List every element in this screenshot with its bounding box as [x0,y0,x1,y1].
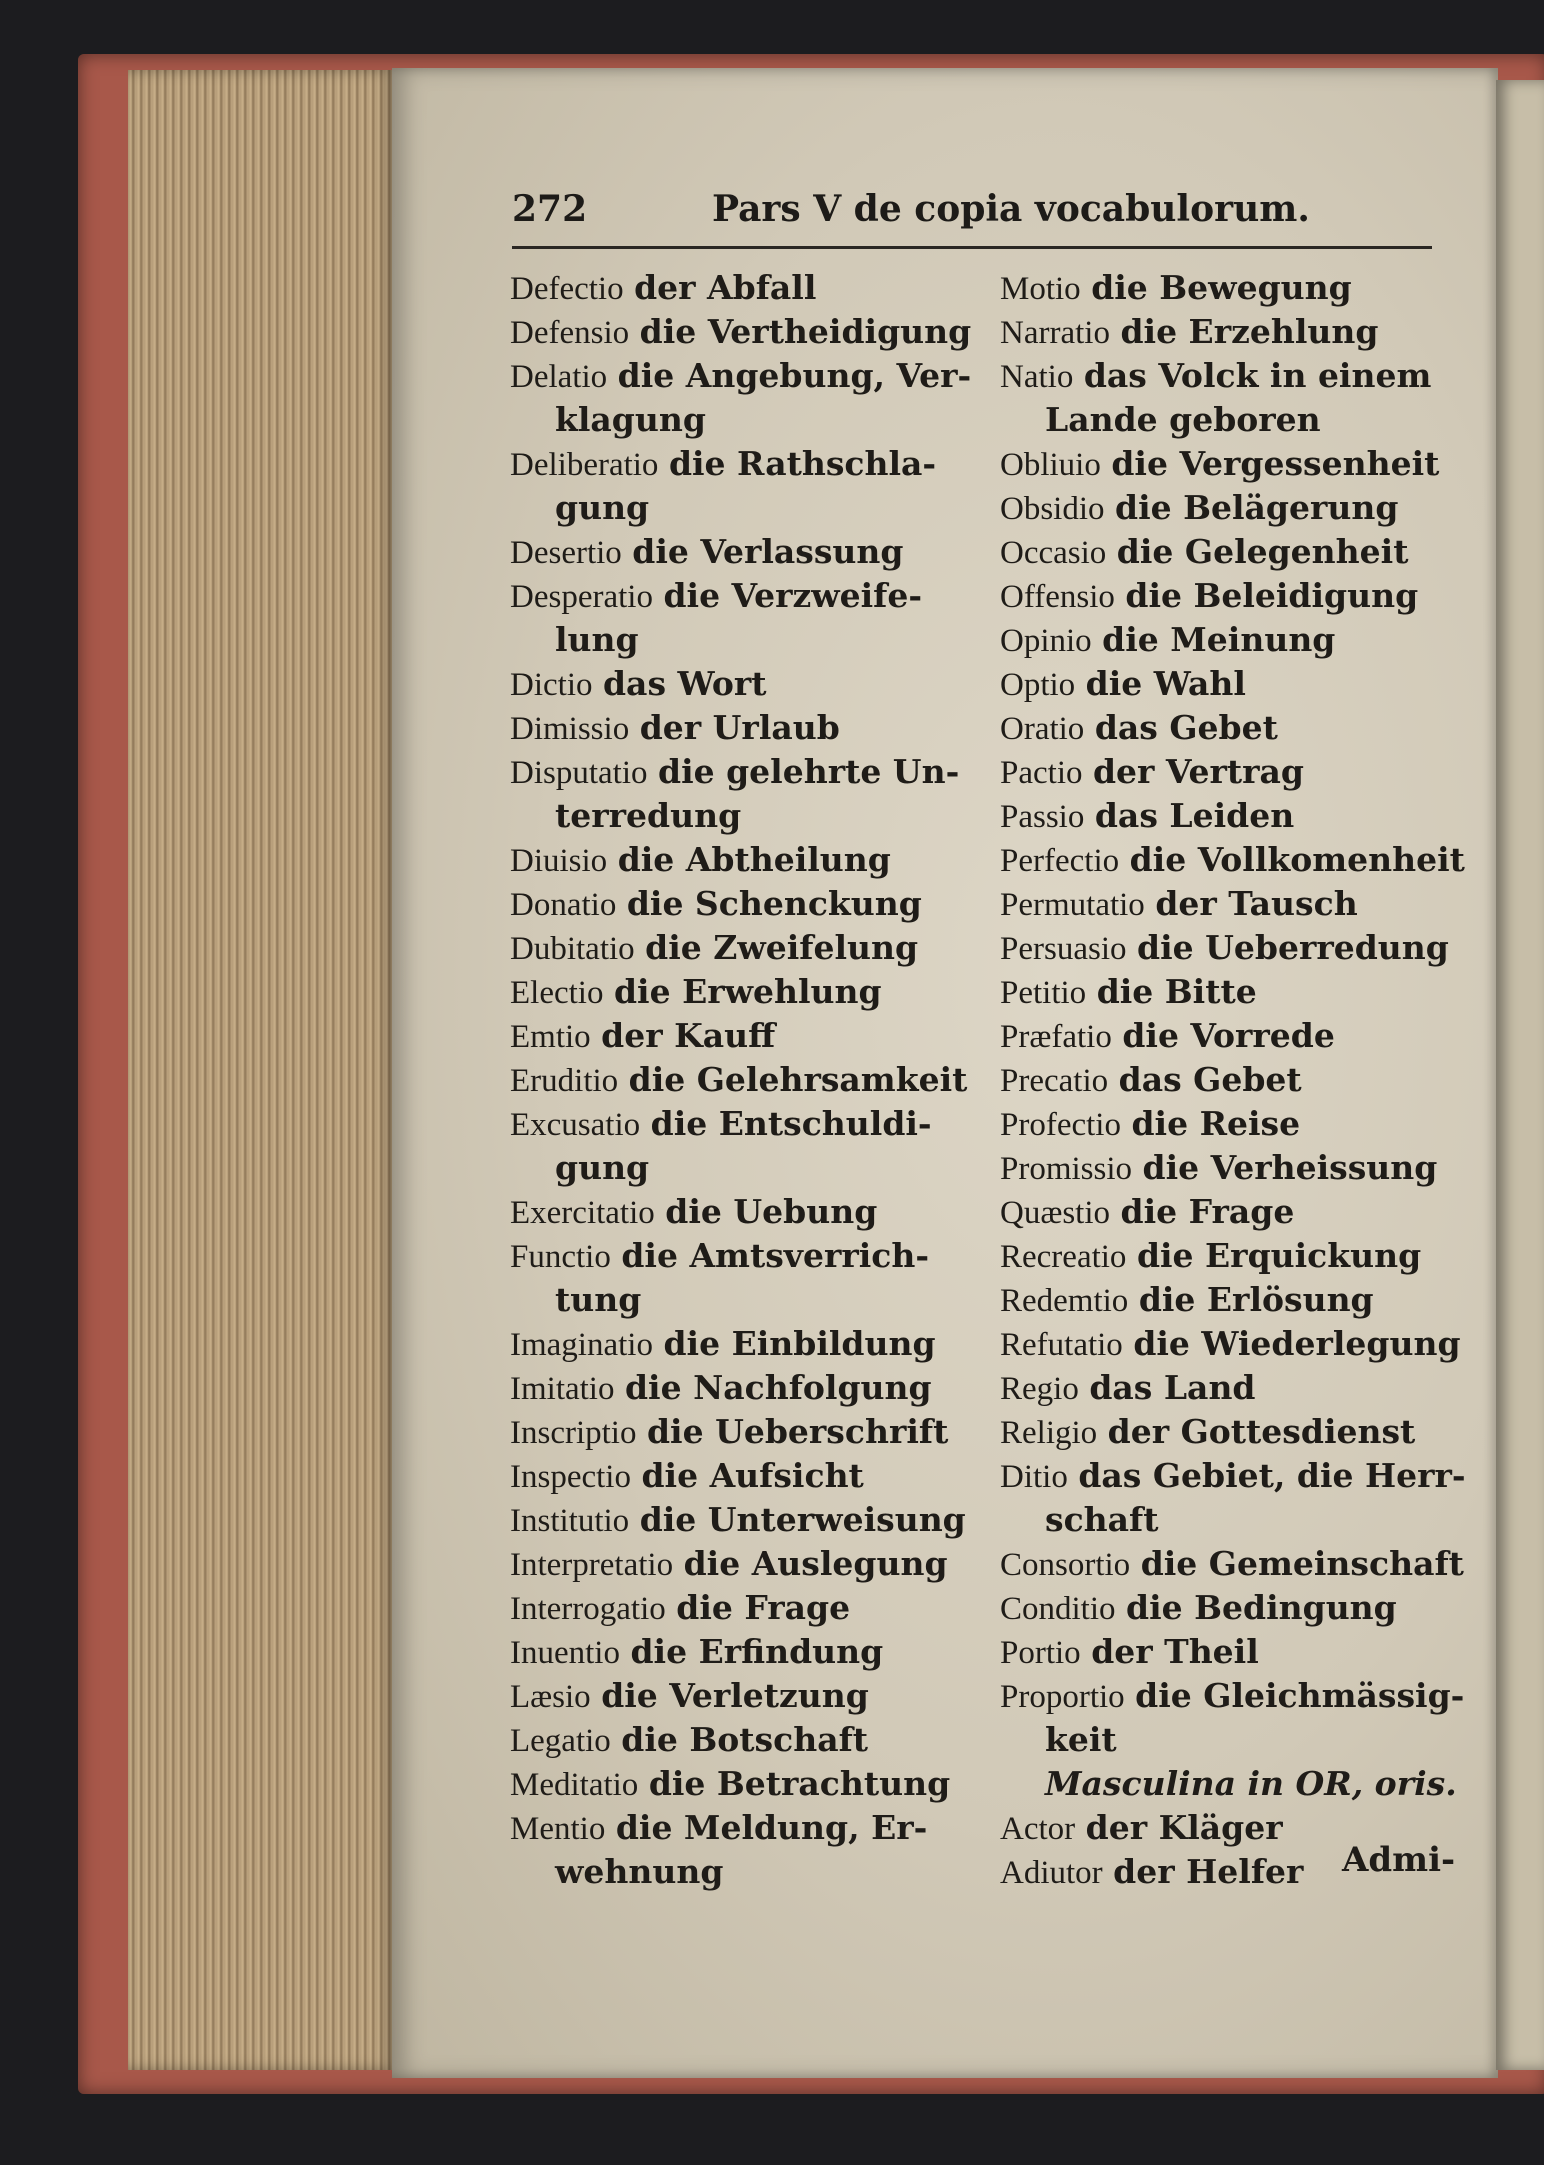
german-translation: wehnung [555,1852,724,1891]
vocabulary-entry [1000,1630,1460,1674]
vocabulary-entry-continuation [510,1850,972,1894]
german-translation: Lande geboren [1045,400,1321,439]
german-translation: der Kläger [1085,1808,1283,1847]
vocabulary-entry [1000,838,1465,882]
latin-term: Ditio [1000,1459,1068,1495]
vocabulary-entry [1000,1190,1460,1234]
german-translation: die Meinung [1102,620,1336,659]
vocabulary-entry-continuation [510,1278,972,1322]
vocabulary-entry [510,926,972,970]
german-translation: die Betrachtung [648,1764,951,1803]
section-heading: Masculina in OR, oris. [1045,1764,1457,1803]
vocabulary-entry [510,574,972,618]
latin-term: Mentio [510,1811,606,1847]
vocabulary-entry [1000,354,1460,398]
german-translation: die Zweifelung [645,928,919,967]
latin-term: Delatio [510,359,608,395]
german-translation: keit [1045,1720,1117,1759]
german-translation: das Wort [602,664,767,703]
vocabulary-entry [510,530,972,574]
vocabulary-entry [1000,266,1460,310]
vocabulary-entry [510,310,972,354]
german-translation: der Abfall [634,268,817,307]
vocabulary-entry [1000,486,1460,530]
vocabulary-entry [1000,1014,1460,1058]
vocabulary-entry [510,266,972,310]
german-translation: gung [555,1148,650,1187]
german-translation: die gelehrte Un- [658,752,960,791]
vocabulary-entry-continuation [510,1146,972,1190]
latin-term: Adiutor [1000,1855,1103,1891]
vocabulary-entry [1000,970,1460,1014]
german-translation: die Nachfolgung [624,1368,932,1407]
left-column [510,266,972,1894]
german-translation: terredung [555,796,742,835]
latin-term: Inscriptio [510,1415,637,1451]
vocabulary-entry [510,970,972,1014]
german-translation: die Vertheidigung [639,312,972,351]
latin-term: Meditatio [510,1767,639,1803]
german-translation: die Verheissung [1142,1148,1438,1187]
latin-term: Diuisio [510,843,608,879]
german-translation: die Beleidigung [1125,576,1419,615]
german-translation: klagung [555,400,706,439]
vocabulary-entry [510,1366,972,1410]
vocabulary-entry [510,1498,972,1542]
latin-term: Deliberatio [510,447,659,483]
vocabulary-entry [1000,706,1460,750]
vocabulary-entry-continuation [1000,398,1460,442]
latin-term: Opinio [1000,623,1092,659]
vocabulary-entry [510,1410,972,1454]
german-translation: die Auslegung [683,1544,948,1583]
german-translation: die Aufsicht [641,1456,864,1495]
latin-term: Obliuio [1000,447,1101,483]
vocabulary-entry [510,838,972,882]
latin-term: Dictio [510,667,593,703]
vocabulary-entry [510,1674,972,1718]
latin-term: Religio [1000,1415,1098,1451]
latin-term: Inspectio [510,1459,631,1495]
latin-term: Motio [1000,271,1081,307]
german-translation: die Gemeinschaft [1140,1544,1464,1583]
german-translation: die Angebung, Ver- [617,356,972,395]
german-translation: die Uebung [665,1192,878,1231]
latin-term: Interpretatio [510,1547,674,1583]
german-translation: die Amtsverrich- [621,1236,930,1275]
latin-term: Offensio [1000,579,1115,615]
latin-term: Imaginatio [510,1327,653,1363]
vocabulary-entry [1000,1454,1466,1498]
latin-term: Petitio [1000,975,1087,1011]
german-translation: die Ueberredung [1137,928,1449,967]
vocabulary-entry [1000,1058,1460,1102]
german-translation: die Botschaft [621,1720,869,1759]
german-translation: der Vertrag [1092,752,1304,791]
latin-term: Permutatio [1000,887,1145,923]
german-translation: das Gebet [1118,1060,1302,1099]
german-translation: der Gottesdienst [1107,1412,1416,1451]
german-translation: die Schenckung [626,884,922,923]
latin-term: Regio [1000,1371,1079,1407]
german-translation: der Kauff [601,1016,776,1055]
german-translation: der Theil [1091,1632,1259,1671]
vocabulary-entry [510,1190,972,1234]
latin-term: Disputatio [510,755,648,791]
vocabulary-entry-continuation [510,486,972,530]
latin-term: Pactio [1000,755,1083,791]
latin-term: Electio [510,975,604,1011]
latin-term: Dimissio [510,711,630,747]
vocabulary-entry [1000,442,1460,486]
latin-term: Refutatio [1000,1327,1123,1363]
latin-term: Portio [1000,1635,1081,1671]
german-translation: die Wahl [1085,664,1246,703]
german-translation: die Erfindung [630,1632,884,1671]
vocabulary-entry [1000,882,1460,926]
german-translation: das Gebiet, die Herr- [1078,1456,1466,1495]
latin-term: Emtio [510,1019,591,1055]
vocabulary-entry [1000,1674,1465,1718]
german-translation: die Verzweife- [663,576,923,615]
latin-term: Donatio [510,887,617,923]
vocabulary-entry [1000,1542,1464,1586]
german-translation: die Gelegenheit [1116,532,1409,571]
latin-term: Natio [1000,359,1074,395]
vocabulary-entry [510,1014,972,1058]
latin-term: Persuasio [1000,931,1127,967]
latin-term: Defensio [510,315,630,351]
vocabulary-entry [1000,1410,1460,1454]
vocabulary-entry [1000,1234,1460,1278]
latin-term: Conditio [1000,1591,1116,1627]
vocabulary-entry [510,1102,972,1146]
catchword: Admi- [1342,1840,1456,1880]
vocabulary-entry [1000,310,1460,354]
vocabulary-entry [510,1542,972,1586]
vocabulary-entry [510,354,972,398]
german-translation: lung [555,620,639,659]
vocabulary-entry [1000,1366,1460,1410]
facing-page-edge [1496,80,1544,2070]
german-translation: die Meldung, Er- [615,1808,928,1847]
latin-term: Interrogatio [510,1591,666,1627]
german-translation: die Unterweisung [639,1500,966,1539]
german-translation: die Einbildung [663,1324,936,1363]
german-translation: die Reise [1131,1104,1301,1143]
vocabulary-entry [1000,794,1460,838]
vocabulary-entry [1000,750,1460,794]
german-translation: der Helfer [1113,1852,1304,1891]
vocabulary-entry [510,1718,972,1762]
german-translation: die Vergessenheit [1111,444,1440,483]
latin-term: Dubitatio [510,931,635,967]
latin-term: Institutio [510,1503,630,1539]
german-translation: das Volck in einem [1083,356,1432,395]
latin-term: Exercitatio [510,1195,655,1231]
vocabulary-entry-continuation [510,618,972,662]
latin-term: Desperatio [510,579,653,615]
german-translation: die Gelehrsamkeit [628,1060,968,1099]
vocabulary-entry [510,1058,972,1102]
german-translation: das Leiden [1094,796,1295,835]
german-translation: tung [555,1280,642,1319]
vocabulary-entry [510,1454,972,1498]
latin-term: Recreatio [1000,1239,1127,1275]
latin-term: Perfectio [1000,843,1120,879]
vocabulary-entry [1000,662,1460,706]
latin-term: Redemtio [1000,1283,1129,1319]
vocabulary-entry [510,662,972,706]
german-translation: die Frage [1120,1192,1295,1231]
latin-term: Defectio [510,271,624,307]
german-translation: die Erlösung [1138,1280,1374,1319]
latin-term: Desertio [510,535,622,571]
german-translation: die Frage [676,1588,851,1627]
vocabulary-entry [1000,530,1460,574]
german-translation: die Gleichmässig- [1135,1676,1465,1715]
vocabulary-entry [510,750,972,794]
latin-term: Optio [1000,667,1076,703]
german-translation: die Verlassung [632,532,904,571]
german-translation: die Bedingung [1126,1588,1397,1627]
german-translation: das Land [1089,1368,1256,1407]
latin-term: Profectio [1000,1107,1121,1143]
page-number: 272 [512,188,588,230]
vocabulary-entry [1000,1278,1460,1322]
latin-term: Eruditio [510,1063,619,1099]
vocabulary-entry [510,442,972,486]
vocabulary-entry [1000,926,1460,970]
vocabulary-entry [510,1630,972,1674]
vocabulary-entry-continuation [1000,1718,1460,1762]
vocabulary-entry [510,1762,972,1806]
latin-term: Præfatio [1000,1019,1112,1055]
latin-term: Actor [1000,1811,1076,1847]
latin-term: Quæstio [1000,1195,1111,1231]
german-translation: die Erwehlung [613,972,882,1011]
german-translation: die Vorrede [1122,1016,1335,1055]
latin-term: Legatio [510,1723,611,1759]
vocabulary-entry [1000,574,1460,618]
latin-term: Obsidio [1000,491,1105,527]
vocabulary-entry [1000,618,1460,662]
vocabulary-entry [510,1806,972,1850]
vocabulary-entry [510,1234,972,1278]
latin-term: Imitatio [510,1371,615,1407]
vocabulary-entry [1000,1146,1460,1190]
right-column [1000,266,1466,1894]
latin-term: Excusatio [510,1107,641,1143]
latin-term: Occasio [1000,535,1107,571]
latin-term: Proportio [1000,1679,1125,1715]
vocabulary-entry [1000,1586,1460,1630]
german-translation: schaft [1045,1500,1159,1539]
german-translation: die Bewegung [1091,268,1352,307]
vocabulary-entry [1000,1322,1460,1366]
vocabulary-entry-continuation [1000,1498,1460,1542]
vocabulary-entry [510,882,972,926]
german-translation: der Tausch [1155,884,1358,923]
german-translation: die Rathschla- [668,444,937,483]
latin-term: Passio [1000,799,1085,835]
latin-term: Precatio [1000,1063,1109,1099]
latin-term: Oratio [1000,711,1085,747]
vocabulary-entry [510,706,972,750]
page-header [512,188,1432,238]
vocabulary-entry [510,1322,972,1366]
vocabulary-entry-continuation [510,794,972,838]
german-translation: die Verletzung [601,1676,869,1715]
page-block-edges [128,70,396,2070]
vocabulary-entry [510,1586,972,1630]
german-translation: die Vollkomenheit [1129,840,1465,879]
latin-term: Functio [510,1239,611,1275]
vocabulary-entry [1000,1102,1460,1146]
german-translation: der Urlaub [639,708,840,747]
german-translation: gung [555,488,650,527]
german-translation: die Ueberschrift [646,1412,949,1451]
latin-term: Consortio [1000,1547,1131,1583]
german-translation: die Bitte [1096,972,1257,1011]
header-rule [512,246,1432,249]
german-translation: die Belägerung [1115,488,1399,527]
latin-term: Narratio [1000,315,1110,351]
german-translation: die Erzehlung [1120,312,1379,351]
german-translation: die Entschuldi- [650,1104,932,1143]
latin-term: Promissio [1000,1151,1133,1187]
german-translation: die Erquickung [1136,1236,1422,1275]
german-translation: das Gebet [1094,708,1278,747]
german-translation: die Wiederlegung [1133,1324,1461,1363]
latin-term: Inuentio [510,1635,620,1671]
vocabulary-entry-continuation [510,398,972,442]
german-translation: die Abtheilung [617,840,891,879]
running-title: Pars V de copia vocabulorum. [712,188,1310,230]
latin-term: Læsio [510,1679,591,1715]
